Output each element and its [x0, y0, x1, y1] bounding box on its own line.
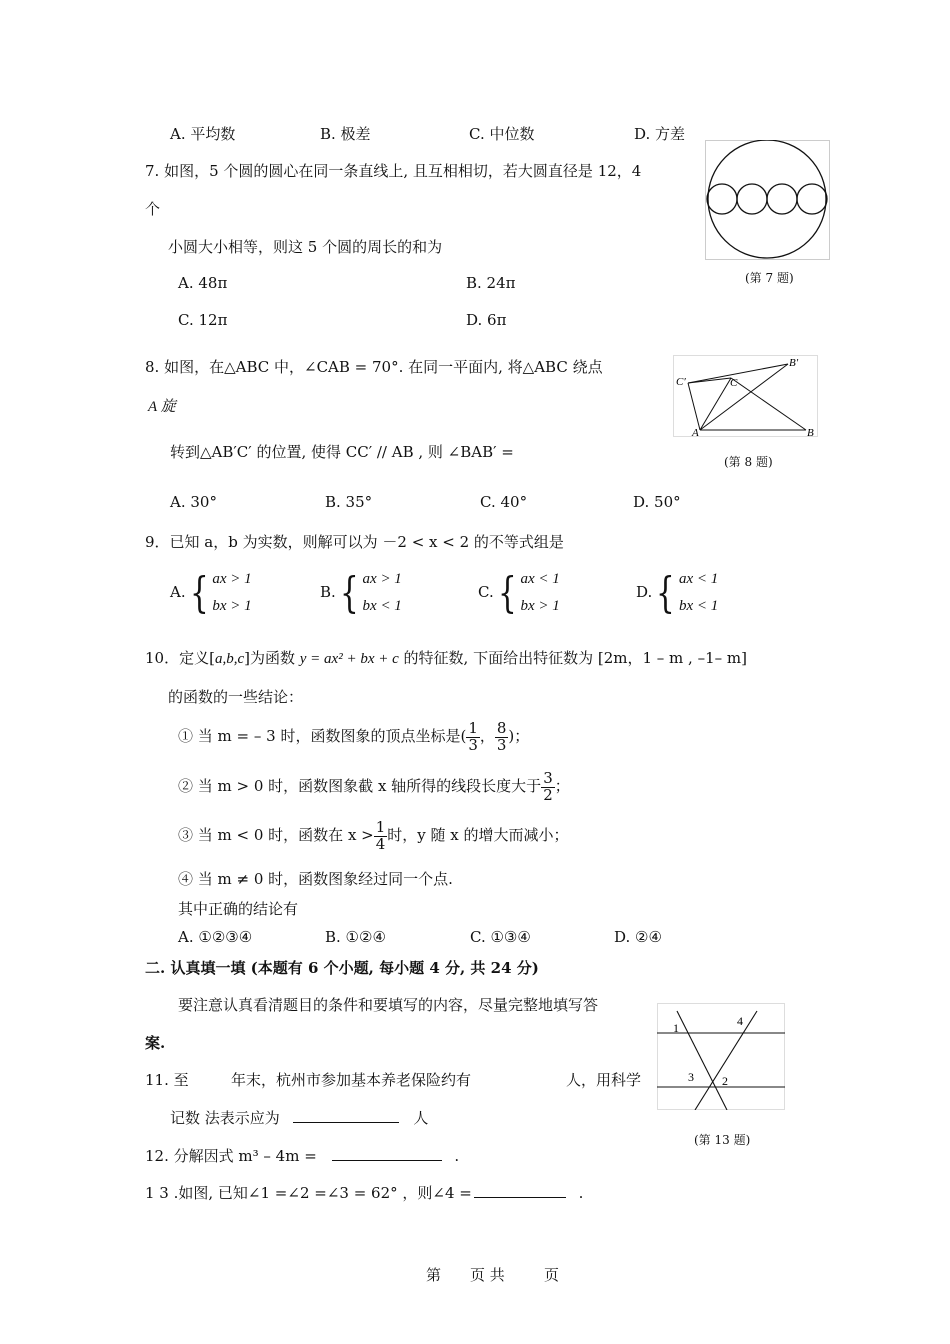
brace-icon: {	[189, 568, 209, 617]
q10-stem-part5: 的特征数, 下面给出特征数为 [2m，1 – m , –1– m]	[403, 649, 747, 667]
q8-label-c: C	[730, 377, 738, 389]
section2-note-line1: 要注意认真看清题目的条件和要填写的内容，尽量完整地填写答	[178, 996, 599, 1014]
q9-option-b-top: ax > 1	[362, 571, 402, 587]
q10-stem-function: y = ax² + bx + c	[299, 651, 399, 667]
q10-stem-part1: 10．定义[	[145, 649, 215, 667]
q7-figure	[705, 140, 830, 260]
brace-icon: {	[339, 568, 359, 617]
q9-option-a-bottom: bx > 1	[212, 598, 252, 614]
q10-conclusion-1: ① 当 m = – 3 时，函数图象的顶点坐标是( $\frac{1}{3}$ ， $\frac{8}{3}$ )；	[178, 718, 530, 754]
q13-label-1: 1	[673, 1021, 679, 1035]
q12-answer-blank[interactable]	[332, 1160, 442, 1161]
q13-figure	[657, 1003, 785, 1110]
q10-c2-frac-num: 3	[543, 768, 553, 787]
q6-option-c: C. 中位数	[469, 125, 535, 143]
q8-figure	[673, 355, 818, 437]
q11-line2-text: 记数 法表示应为	[170, 1109, 280, 1127]
q8-option-a: A. 30°	[170, 493, 217, 511]
q9-option-c	[478, 566, 560, 620]
q11-line1-part1: 11. 至	[145, 1071, 189, 1089]
q11-answer-blank[interactable]	[293, 1122, 399, 1123]
section2-title: 二. 认真填一填 (本题有 6 个小题, 每小题 4 分, 共 24 分)	[145, 959, 539, 977]
q11-line1-part2: 年末，杭州市参加基本养老保险约有	[231, 1071, 472, 1089]
q9-option-b	[320, 566, 402, 620]
q13-label-2: 2	[722, 1074, 728, 1088]
q6-option-a: A. 平均数	[170, 125, 236, 143]
q9-option-d	[636, 566, 718, 620]
q10-ask: 其中正确的结论有	[178, 900, 299, 918]
q7-stem-line1b: 个	[145, 200, 161, 218]
q10-c1-frac2-num: 8	[496, 718, 507, 737]
q10-option-d: D. ②④	[614, 928, 662, 946]
q10-c1-frac1-num: 1	[468, 718, 478, 737]
q13-period: .	[578, 1184, 584, 1202]
q8-option-b: B. 35°	[325, 493, 373, 511]
q10-option-c: C. ①③④	[470, 928, 531, 946]
q8-option-d: D. 50°	[633, 493, 681, 511]
q11-line2-unit: 人	[413, 1109, 429, 1127]
q7-option-a: A. 48π	[178, 274, 228, 292]
q8-label-b-prime: B′	[789, 357, 799, 369]
q10-c2-post: ；	[554, 777, 570, 795]
q10-c1-text: ① 当 m = – 3 时，函数图象的顶点坐标是(	[178, 727, 467, 745]
q10-stem-part3: ]为函数	[244, 649, 295, 667]
q10-conclusion-3	[178, 813, 569, 857]
q8-label-a: A	[692, 427, 699, 437]
q7-option-b: B. 24π	[466, 274, 516, 292]
q13-label-4: 4	[737, 1014, 743, 1028]
q10-c1-post: )；	[508, 727, 530, 745]
q9-option-a-top: ax > 1	[212, 571, 252, 587]
q7-stem-line1: 7. 如图，5 个圆的圆心在同一条直线上, 且互相相切，若大圆直径是 12，4	[145, 162, 642, 180]
q9-option-d-label: D.	[636, 583, 653, 601]
q9-option-d-bottom: bx < 1	[679, 598, 719, 614]
footer-page-prefix: 第	[426, 1266, 442, 1284]
q9-option-c-top: ax < 1	[520, 571, 560, 587]
brace-icon: {	[497, 568, 517, 617]
q10-stem-part2: a,b,c	[214, 651, 245, 667]
brace-icon: {	[656, 568, 675, 617]
q9-option-c-bottom: bx > 1	[520, 598, 560, 614]
q13-text: 1 3 .如图, 已知∠1 =∠2 =∠3 = 62° ，则∠4 =	[145, 1184, 472, 1202]
q11-line1-part3: 人，用科学	[566, 1071, 642, 1089]
footer-page-suffix: 页	[544, 1266, 560, 1284]
q13-label-3: 3	[688, 1070, 694, 1084]
q12-period: .	[454, 1147, 460, 1165]
q13-answer-blank[interactable]	[474, 1197, 566, 1198]
q10-c1-frac2-den: 3	[496, 735, 507, 754]
q10-c3-text: ③ 当 m < 0 时，函数在 x >	[178, 826, 374, 844]
q12-text: 12. 分解因式 m³ – 4m =	[145, 1147, 317, 1165]
q10-stem-line1	[145, 651, 747, 667]
q6-option-d: D. 方差	[634, 125, 686, 143]
q10-option-b: B. ①②④	[325, 928, 386, 946]
q9-stem: 9．已知 a，b 为实数，则解可以为 －2 < x < 2 的不等式组是	[145, 533, 564, 551]
q13-caption: (第 13 题)	[694, 1133, 751, 1147]
q10-stem-line2: 的函数的一些结论：	[168, 688, 304, 706]
q9-option-d-top: ax < 1	[679, 571, 719, 587]
q9-option-b-label: B.	[320, 583, 336, 601]
q9-option-c-label: C.	[478, 583, 494, 601]
footer-page-middle: 页 共	[470, 1266, 505, 1284]
q9-option-a	[170, 566, 252, 620]
q10-c3-post: 时，y 随 x 的增大而减小；	[387, 826, 569, 844]
q8-option-c: C. 40°	[480, 493, 528, 511]
q10-conclusion-2	[178, 764, 570, 808]
q12-line	[145, 1149, 459, 1164]
q7-option-c: C. 12π	[178, 311, 228, 329]
q8-stem-line1b: A 旋	[148, 399, 176, 415]
q6-option-b: B. 极差	[320, 125, 371, 143]
q8-caption: (第 8 题)	[724, 455, 773, 469]
q10-c1-frac1-den: 3	[468, 735, 478, 754]
q10-c3-frac-den: 4	[375, 834, 386, 853]
q7-caption: (第 7 题)	[745, 271, 794, 285]
q10-option-a: A. ①②③④	[178, 928, 253, 946]
q7-option-d: D. 6π	[466, 311, 507, 329]
q13-line	[145, 1186, 583, 1201]
q8-stem-line2: 转到△AB′C′ 的位置, 使得 CC′ // AB , 则 ∠BAB′ =	[170, 443, 514, 461]
q10-conclusion-4: ④ 当 m ≠ 0 时，函数图象经过同一个点.	[178, 870, 453, 888]
section2-note-line2: 案.	[145, 1034, 166, 1052]
q8-label-b: B	[807, 427, 814, 437]
q10-c2-text: ② 当 m > 0 时，函数图象截 x 轴所得的线段长度大于	[178, 777, 542, 795]
q7-stem-line2: 小圆大小相等，则这 5 个圆的周长的和为	[168, 238, 443, 256]
q8-label-c-prime: C′	[676, 376, 686, 388]
q10-c2-frac-den: 2	[543, 785, 553, 804]
q8-stem-line1: 8. 如图，在△ABC 中，∠CAB = 70°. 在同一平面内, 将△ABC 绕点	[145, 358, 603, 376]
q9-option-a-label: A.	[170, 583, 186, 601]
q10-c3-frac-num: 1	[375, 817, 386, 836]
q9-option-b-bottom: bx < 1	[362, 598, 402, 614]
q11-line2	[170, 1111, 428, 1126]
